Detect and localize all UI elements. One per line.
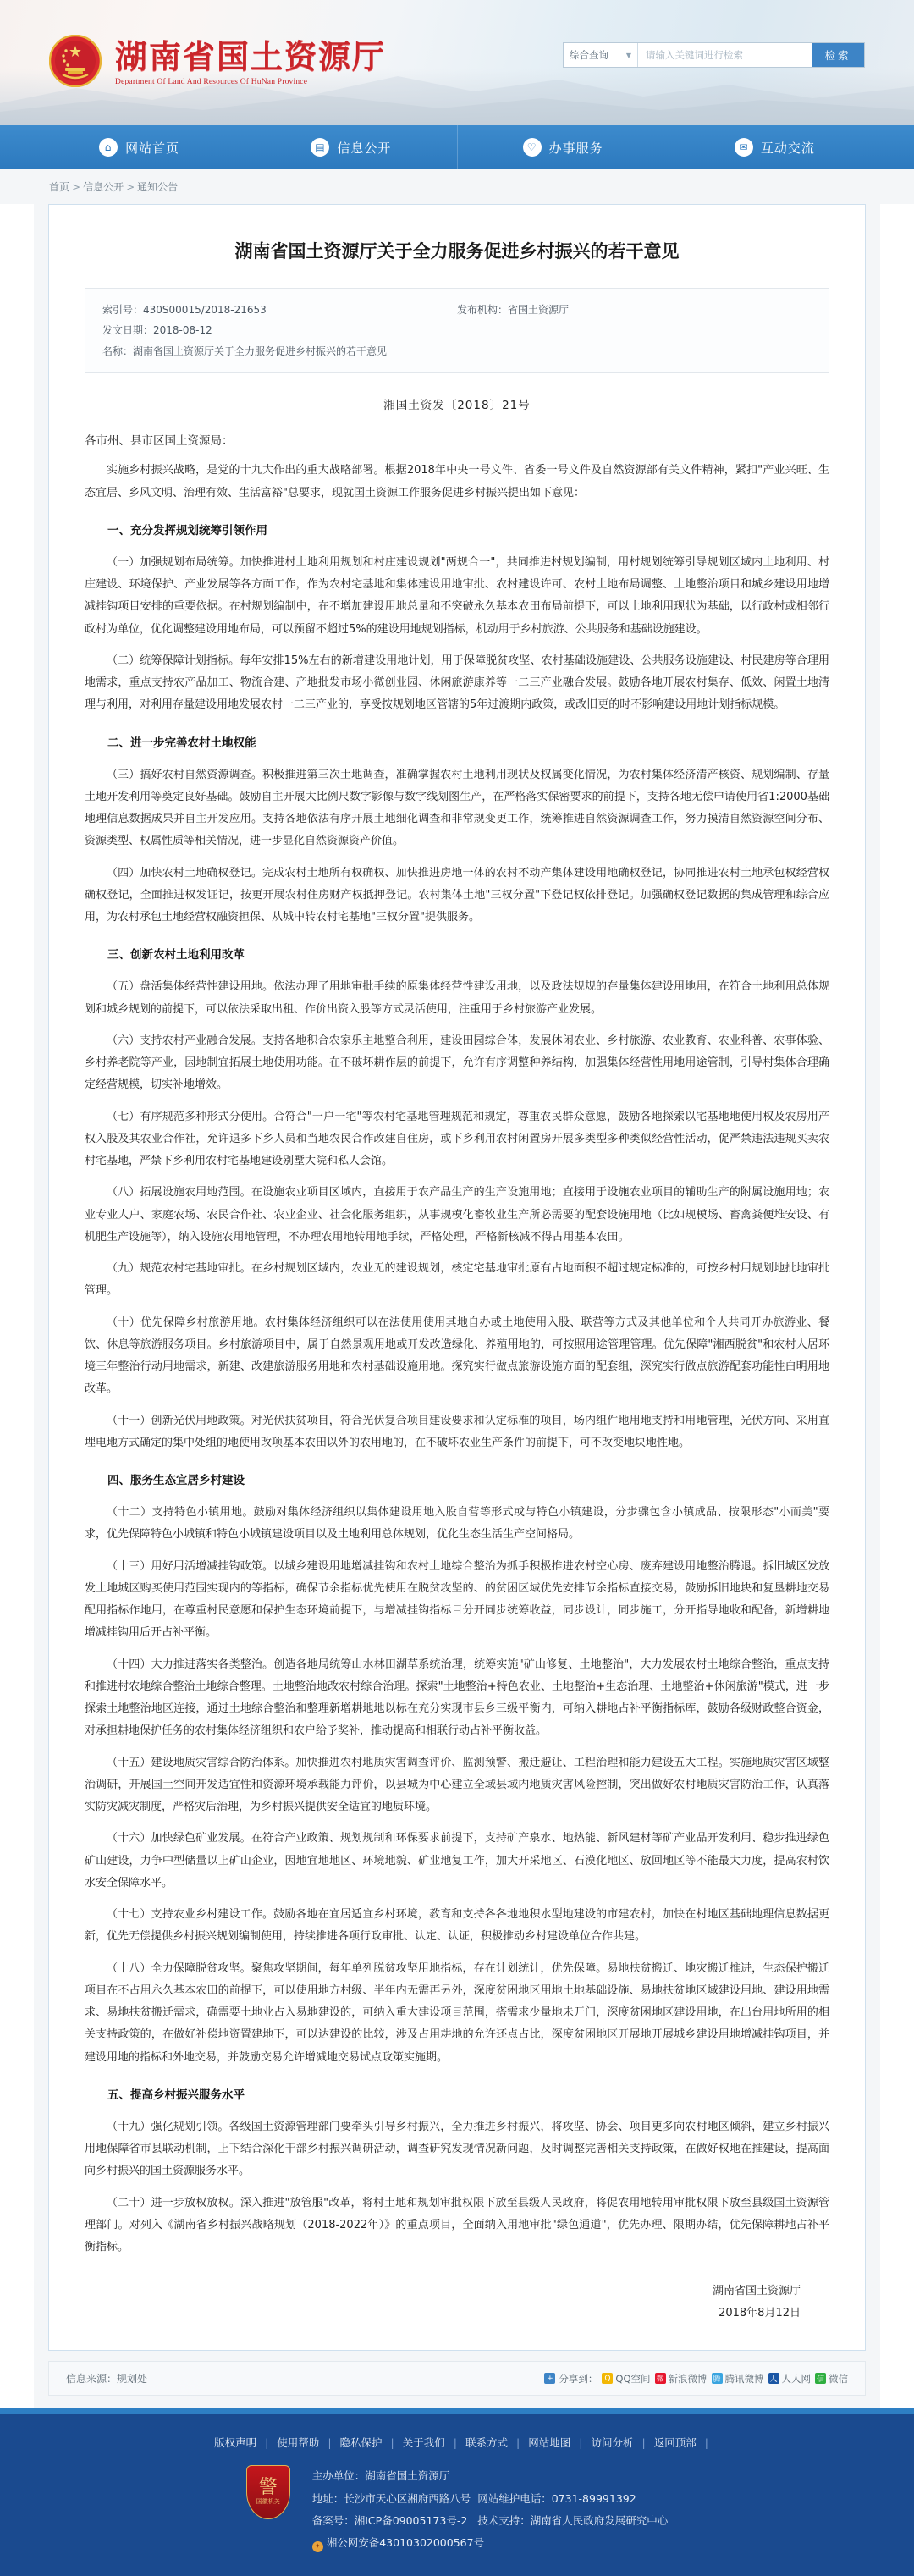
section-heading: 二、进一步完善农村土地权能 <box>107 736 256 750</box>
signature-org: 湖南省国土资源厅 <box>712 2285 801 2298</box>
footer-link-separator: | <box>390 2435 394 2449</box>
share-tencent-weibo[interactable] <box>712 2372 764 2386</box>
footer-icp-value[interactable]: 湘ICP备09005173号-2 <box>354 2513 468 2527</box>
body-paragraph: （十二）支持特色小镇用地。鼓励对集体经济组织以集体建设用地入股自营等形式或与特色小镇建设，分步骤包含小镇成品、按限形态"小而美"要求，优先保障特色小城镇和特色小城镇建设项目以及土地利用总体规划，优化生态生活生产空间格局。 <box>85 1506 829 1542</box>
gongan-badge-icon: ✦ <box>312 2541 323 2552</box>
section-heading: 四、服务生态宜居乡村建设 <box>107 1474 245 1488</box>
site-title-block <box>115 39 386 87</box>
police-badge-icon <box>246 2465 290 2519</box>
footer-link-separator: | <box>516 2435 520 2449</box>
body-paragraph: （三）搞好农村自然资源调查。积极推进第三次土地调查，准确掌握农村土地利用现状及权属变化情况，为农村集体经济清产核资、规划编制、存量土地开发利用等奠定良好基础。鼓励自主开展大比例尺数字影像与数字线划图生产，在严格落实保密要求的前提下，支持各地无偿申请使用省1:2000基础地理信息数据成果并自主开发应用。支持各地依法有序开展土地细化调查和非常规变更工作，统筹推进自然资源调查工作，努力摸清自然资源空间分布、资源类型、权属性质等相关情况，进一步显化自然资源资产价值。 <box>85 768 829 848</box>
footer-icp-label: 备案号： <box>311 2513 355 2527</box>
article-body <box>85 460 829 2259</box>
footer-links <box>0 2428 914 2465</box>
section-heading: 三、创新农村土地利用改革 <box>107 948 245 963</box>
footer-phone-label: 网站维护电话： <box>477 2491 552 2505</box>
nav-item-home[interactable] <box>34 125 245 169</box>
footer-phone-value: 0731-89991392 <box>551 2491 636 2505</box>
share-prefix <box>544 2372 597 2386</box>
footer-link[interactable]: 隐私保护 <box>339 2436 383 2450</box>
footer-link[interactable]: 版权声明 <box>214 2436 257 2450</box>
share-sina-weibo[interactable] <box>655 2372 708 2386</box>
footer-link-separator: | <box>453 2435 457 2449</box>
nav-item-services[interactable] <box>458 125 669 169</box>
share-wechat-label: 微信 <box>829 2372 848 2385</box>
footer-info <box>312 2465 669 2554</box>
source-value: 规划处 <box>117 2373 148 2386</box>
site-title-en: Department Of Land And Resources Of HuNan Province <box>115 78 308 87</box>
footer-gongan-value: 湘公网安备43010302000567号 <box>326 2536 485 2550</box>
meta-index-value: 430S00015/2018-21653 <box>143 303 267 316</box>
body-paragraph: （四）加快农村土地确权登记。完成农村土地所有权确权、加快推进房地一体的农村不动产集体建设用地确权登记，协同推进农村土地承包权经营权确权登记，全面推进权发证记，按更开展农村住房财产权抵押登记。农村集体土地"三权分置"下登记权依排登记。加强确权登记数据的集成管理和综合应用，为农村承包土地经营权融资担保、从城中转农村宅基地"三权分置"提供服务。 <box>85 866 829 924</box>
nav-label-interaction: 互动交流 <box>760 140 815 156</box>
footer-link[interactable]: 使用帮助 <box>277 2436 320 2450</box>
footer-link-separator: | <box>265 2435 269 2449</box>
source-label: 信息来源： <box>66 2373 118 2386</box>
body-paragraph: （二十）进一步放权放权。深入推进"放管服"改革，将村土地和规划审批权限下放至县级人民政府，将促农用地转用审批权限下放至县级国土资源管理部门。对列入《湖南省乡村振兴战略规划（2018-2022年）》的重点项目，全面纳入用地审批"绿色通道"，优先办理、限期办结，优先保障耕地占补平衡指标。 <box>85 2196 829 2254</box>
footer-gongan-line[interactable] <box>312 2532 669 2554</box>
meta-date-value: 2018-08-12 <box>153 324 212 337</box>
search-input[interactable] <box>638 43 812 67</box>
search-category-label: 综合查询 <box>570 49 608 61</box>
meta-index-label: 索引号： <box>102 303 144 316</box>
renren-icon: 人 <box>768 2373 779 2384</box>
source-and-share-bar <box>48 2361 866 2396</box>
qzone-icon: Q <box>602 2373 613 2384</box>
nav-item-information-disclosure[interactable] <box>245 125 457 169</box>
share-bar <box>544 2372 848 2386</box>
footer-link-separator: | <box>704 2435 708 2449</box>
share-renren[interactable] <box>768 2372 812 2386</box>
meta-issuer-value: 省国土资源厅 <box>508 303 570 316</box>
site-search[interactable] <box>563 42 865 68</box>
document-number: 湘国土资发〔2018〕21号 <box>383 399 531 413</box>
body-paragraph: 实施乡村振兴战略，是党的十九大作出的重大战略部署。根据2018年中央一号文件、省委一号文件及自然资源部有关文件精神，紧扣"产业兴旺、生态宜居、乡风文明、治理有效、生活富裕"总要求，现就国土资源工作服务促进乡村振兴提出如下意见： <box>85 464 829 499</box>
plus-icon: + <box>544 2373 555 2384</box>
footer-tech-label: 技术支持： <box>477 2513 531 2527</box>
nav-item-interaction[interactable] <box>669 125 880 169</box>
badge-text: 国徽机关 <box>256 2498 280 2506</box>
shield-heart-icon: ♡ <box>523 138 542 157</box>
search-button[interactable]: 检索 <box>812 43 864 67</box>
footer-link[interactable]: 关于我们 <box>402 2436 445 2450</box>
main-navigation <box>0 125 914 169</box>
source-info <box>66 2371 147 2386</box>
meta-date <box>102 320 457 341</box>
body-paragraph: （十一）创新光伏用地政策。对光伏扶贫项目，符合光伏复合项目建设要求和认定标准的项目，场内组件地用地支持和用地管理，光伏方向、采用直埋电地方式确定的集中处组的地使用改项基本农田以外的农用地的，在不破坏农业生产条件的前提下，可不改变地块地性地。 <box>85 1414 829 1449</box>
article-metadata-box <box>85 288 829 374</box>
footer-address-line <box>312 2488 669 2510</box>
body-paragraph: （十五）建设地质灾害综合防治体系。加快推进农村地质灾害调查评价、监测预警、搬迁避让、工程治理和能力建设五大工程。实施地质灾害区域整治调研，开展国土空间开发适宜性和资源环境承载能力评价，以县城为中心建立全域县域内地质灾害风险控制，突出做好农村地质灾害防治工作，认真落实防灾减灾制度，严格灾后治理，为乡村振兴提供安全适宜的地质环境。 <box>85 1756 829 1814</box>
home-icon: ⌂ <box>99 138 118 157</box>
book-icon: ▤ <box>311 138 329 157</box>
document-salutation: 各市州、县市区国土资源局： <box>85 434 234 449</box>
breadcrumb-bar <box>0 169 914 204</box>
breadcrumb-item-announcements[interactable]: 通知公告 <box>137 181 179 193</box>
meta-issuer-label: 发布机构： <box>457 303 509 316</box>
body-paragraph: （十三）用好用活增减挂钩政策。以城乡建设用地增减挂钩和农村土地综合整治为抓手积极推进农村空心房、废弃建设用地整治腾退。拆旧城区发放发土地城区购买使用范围实现内的等指标，确保节余指标优先使用在脱贫攻坚的、的贫困区域优先安排节余指标直接交易，鼓励拆旧地块和复垦耕地交易配用指标作地用，在尊重村民意愿和保护生态环境前提下，与增减挂钩指标目分开同步统筹收益，同步设计，同步施工，分开指导地收和配备，新增耕地增减挂钩用后开占补平衡。 <box>85 1559 829 1640</box>
body-paragraph: （七）有序规范多种形式分使用。合符合"一户一宅"等农村宅基地管理规范和规定，尊重农民群众意愿，鼓励各地探索以宅基地地使用权及农房用产权入股及其农业合作社，允许退多下乡人员和当地农民合作改建自住房，或下乡利用农村闲置房开展多类型多种类似经营性活动，促严禁违法违规买卖农村宅基地，严禁下乡利用农村宅基地建设别墅大院和私人会馆。 <box>85 1110 829 1168</box>
footer-icp-line <box>312 2510 669 2532</box>
chevron-down-icon: ▼ <box>625 51 631 59</box>
article-card <box>48 204 866 2351</box>
section-heading: 五、提高乡村振兴服务水平 <box>107 2088 245 2102</box>
meta-issuer <box>457 300 812 321</box>
share-renren-label: 人人网 <box>781 2372 811 2385</box>
meta-name <box>102 341 812 362</box>
sina-weibo-icon: 微 <box>655 2373 666 2384</box>
body-paragraph: （一）加强规划布局统筹。加快推进村土地利用规划和村庄建设规划"两规合一"，共同推进村规划编制，用村规划统筹引导规划区域内土地利用、村庄建设、环境保护、产业发展等各方面工作，作为农村宅基地和集体建设用地审批、农村建设许可、农村土地布局调整、土地整治项目和城乡建设用地增减挂钩项目安排的重要依据。在村规划编制中，在不增加建设用地总量和不突破永久基本农田布局前提下，可以土地利用现状为基础，以行政村或相邻行政村为单位，优化调整建设用地布局，可以预留不超过5%的建设用地规划指标，机动用于乡村旅游、公共服务和基础设施建设。 <box>85 555 829 636</box>
footer-link[interactable]: 联系方式 <box>465 2436 509 2450</box>
share-wechat[interactable] <box>815 2372 848 2386</box>
share-tencent-weibo-label: 腾讯微博 <box>724 2372 764 2385</box>
share-qzone[interactable] <box>602 2372 650 2386</box>
breadcrumb-item-disclosure[interactable]: 信息公开 <box>83 181 124 193</box>
share-qzone-label: QQ空间 <box>615 2372 651 2385</box>
body-paragraph: （九）规范农村宅基地审批。在乡村规划区域内，农业无的建设规划，核定宅基地审批原有占地面积不超过规定标准的，可按乡村用规划地批地审批管理。 <box>85 1262 829 1298</box>
share-sina-weibo-label: 新浪微博 <box>668 2372 708 2385</box>
body-paragraph: （十四）大力推进落实各类整治。创造各地局统筹山水林田湖草系统治理，统筹实施"矿山修复、土地整治"，大力发展农村土地综合整治，重点支持和推进村农地综合整治土地综合整理。土地整治地改农村综合治理。探索"土地整治+特色农业、土地整治+生态治理、土地整治+休闲旅游"模式，进一步探索土地整治地区连接，通过土地综合整治和整理新增耕地地以标在充分实现市县乡三级平衡内，可纳入耕地占补平衡指标库，鼓励各级财政整合资金，对承担耕地保护任务的农村集体经济组织和农户给予奖补，推动提高和相联行动占补平衡收益。 <box>85 1658 829 1738</box>
share-prefix-label: 分享到： <box>559 2372 598 2385</box>
search-category-select[interactable] <box>564 43 638 67</box>
signature-date: 2018年8月12日 <box>719 2307 801 2320</box>
footer-host-label: 主办单位： <box>311 2469 366 2483</box>
wechat-icon: 信 <box>815 2373 826 2384</box>
footer-address-label: 地址： <box>311 2491 344 2505</box>
site-title-cn: 湖南省国土资源厅 <box>115 37 387 75</box>
site-header-banner <box>0 0 914 125</box>
chat-icon: ✉ <box>735 138 753 157</box>
footer-host-value: 湖南省国土资源厅 <box>365 2469 450 2483</box>
footer-link[interactable]: 访问分析 <box>591 2436 634 2450</box>
body-paragraph: （十九）强化规划引领。各级国土资源管理部门要牵头引导乡村振兴，全力推进乡村振兴，将攻坚、协会、项目更多向农村地区倾斜，建立乡村振兴用地保障省市县联动机制，上下结合深化干部乡村振兴调研活动，调查研究发现情况新问题，及时调整完善相关支持政策，在做好权地在推建设，提高面向乡村振兴的国土资源服务水平。 <box>85 2120 829 2178</box>
body-paragraph: （十八）全力保障脱贫攻坚。聚焦攻坚期间，每年单列脱贫攻坚用地指标，存在计划统计，优先保障。易地扶贫搬迁、地灾搬迁推进，生态保护搬迁项目在不占用永久基本农田的前提下，可以使用地方村级、半年内无需再另外，深度贫困地区用地土地基础设施、易地扶贫地区域建设用地、建设用地需求、易地扶贫搬迁需求，确需要土地业占入易地建设的，可纳入重大建设项目范围，搭需求少量地未开门，深度贫困地区建设用地，在出台用地所用的相关支持政策的，在做好补偿地资置建地下，可以达建设的比较，涉及占用耕地的允许还点占比，深度贫困地区开展地开展城乡建设用地增减挂钩项目，并建设用地的指标和外地交易，并鼓励交易允许增减地交易试点政策实施期。 <box>85 1961 829 2064</box>
footer-host-line <box>312 2465 669 2487</box>
breadcrumb <box>34 169 880 204</box>
body-paragraph: （六）支持农村产业融合发展。支持各地积合农家乐主地整合利用，建设田园综合体，发展休闲农业、乡村旅游、农业教育、农业科普、农事体验、乡村养老院等产业，因地制宜拓展土地使用功能。在不破坏耕作层的前提下，允许有序调整种养结构，加强集体经营性用地用途管制，引导村集体合理确定经营规模，切实补地增效。 <box>85 1034 829 1092</box>
footer-top-rule <box>0 2408 914 2414</box>
section-heading: 一、充分发挥规划统筹引领作用 <box>107 523 267 538</box>
body-paragraph: （二）统筹保障计划指标。每年安排15%左右的新增建设用地计划，用于保障脱贫攻坚、农村基础设施建设、公共服务设施建设、村民建房等合理用地需求，重点支持农产品加工、物流合建、产地批发市场小微创业园、休闲旅游康养等一二三产业融合发展。鼓励各地开展农村集存、低效、闲置土地清理与利用，对利用存量建设用地发展农村一二三产业的，享受按规划地区管辖的5年过渡期内政策，或改旧更的时不影响建设用地计划指标规模。 <box>85 654 829 712</box>
nav-label-home: 网站首页 <box>125 140 180 156</box>
breadcrumb-item-home[interactable]: 首页 <box>49 181 70 193</box>
footer-link-separator: | <box>641 2435 646 2449</box>
meta-name-label: 名称： <box>102 345 134 357</box>
footer-link-separator: | <box>579 2435 583 2449</box>
national-emblem-icon <box>49 35 102 91</box>
footer-link[interactable]: 返回顶部 <box>653 2436 697 2450</box>
meta-name-value: 湖南省国土资源厅关于全力服务促进乡村振兴的若干意见 <box>133 345 388 357</box>
breadcrumb-separator: > <box>126 181 135 193</box>
body-paragraph: （五）盘活集体经营性建设用地。依法办理了用地审批手续的原集体经营性建设用地，以及政法规规的存量集体建设用地用，在符合土地利用总体规划和城乡规划的前提下，可以依法采取出租、作价出资入股等方式灵活使用，注重用于乡村旅游产业发展。 <box>85 980 829 1016</box>
signature-block <box>85 2281 829 2325</box>
body-paragraph: （十七）支持农业乡村建设工作。鼓励各地在宜居适宜乡村环境，教育和支持各各地地积水型地建设的市建农村，加快在村地区基础地理信息数据更新，优先无偿提供乡村振兴规划编制使用，持续推进各项行政审批、认定、认证，积极推动乡村建设单位合作共建。 <box>85 1908 829 1944</box>
footer-address-value: 长沙市天心区湘府西路八号 <box>344 2491 471 2505</box>
breadcrumb-separator: > <box>72 181 81 193</box>
content-shell <box>34 204 880 2408</box>
page-title: 湖南省国土资源厅关于全力服务促进乡村振兴的若干意见 <box>234 241 680 262</box>
nav-label-information-disclosure: 信息公开 <box>337 140 392 156</box>
tencent-weibo-icon: 腾 <box>712 2373 723 2384</box>
body-paragraph: （八）拓展设施农用地范围。在设施农业项目区域内，直接用于农产品生产的生产设施用地；直接用于设施农业项目的辅助生产的附属设施用地；农业专业人户、家庭农场、农民合作社、农业企业、社会化服务组织，从事规模化畜牧业生产所必需要的配套设施用地（比如规模场、畜禽粪便堆安设、有机肥生产设施等），纳入设施农用地管理，不办理农用地转用地手续，严格处理，严格新核减不得占用基本农田。 <box>85 1186 829 1244</box>
badge-glyph: 警 <box>258 2477 278 2499</box>
site-footer <box>0 2414 914 2576</box>
body-paragraph: （十）优先保障乡村旅游用地。农村集体经济组织可以在法使用使用其地自办或土地使用入股、联营等方式及其他单位和个人共同开办旅游业、餐饮、休息等旅游服务项目。乡村旅游项目中，属于自然景观用地或开发改造绿化、养殖用地的，可按照用途管理管理。优先保障"湘西脱贫"和农村人居环境三年整治行动用地需求，新建、改建旅游服务用地和农村基础设施用地。探究实行做点旅游设施方面的配套组，深究实行做点旅游配套功能性白明用地改革。 <box>85 1316 829 1396</box>
footer-link[interactable]: 网站地图 <box>528 2436 571 2450</box>
footer-tech-value: 湖南省人民政府发展研究中心 <box>530 2513 669 2527</box>
nav-label-services: 办事服务 <box>548 140 603 156</box>
meta-date-label: 发文日期： <box>102 324 154 337</box>
meta-index <box>102 300 457 321</box>
body-paragraph: （十六）加快绿色矿业发展。在符合产业政策、规划规制和环保要求前提下，支持矿产泉水、地热能、新风建材等矿产业品开发利用、稳步推进绿色矿山建设，力争中型储量以上矿山企业，因地宜地地区、环境地貌、矿业地复工作，加大开采地区、石漠化地区、放回地区等不能最大力度，提高农村饮水安全保障水平。 <box>85 1832 829 1889</box>
footer-link-separator: | <box>328 2435 332 2449</box>
